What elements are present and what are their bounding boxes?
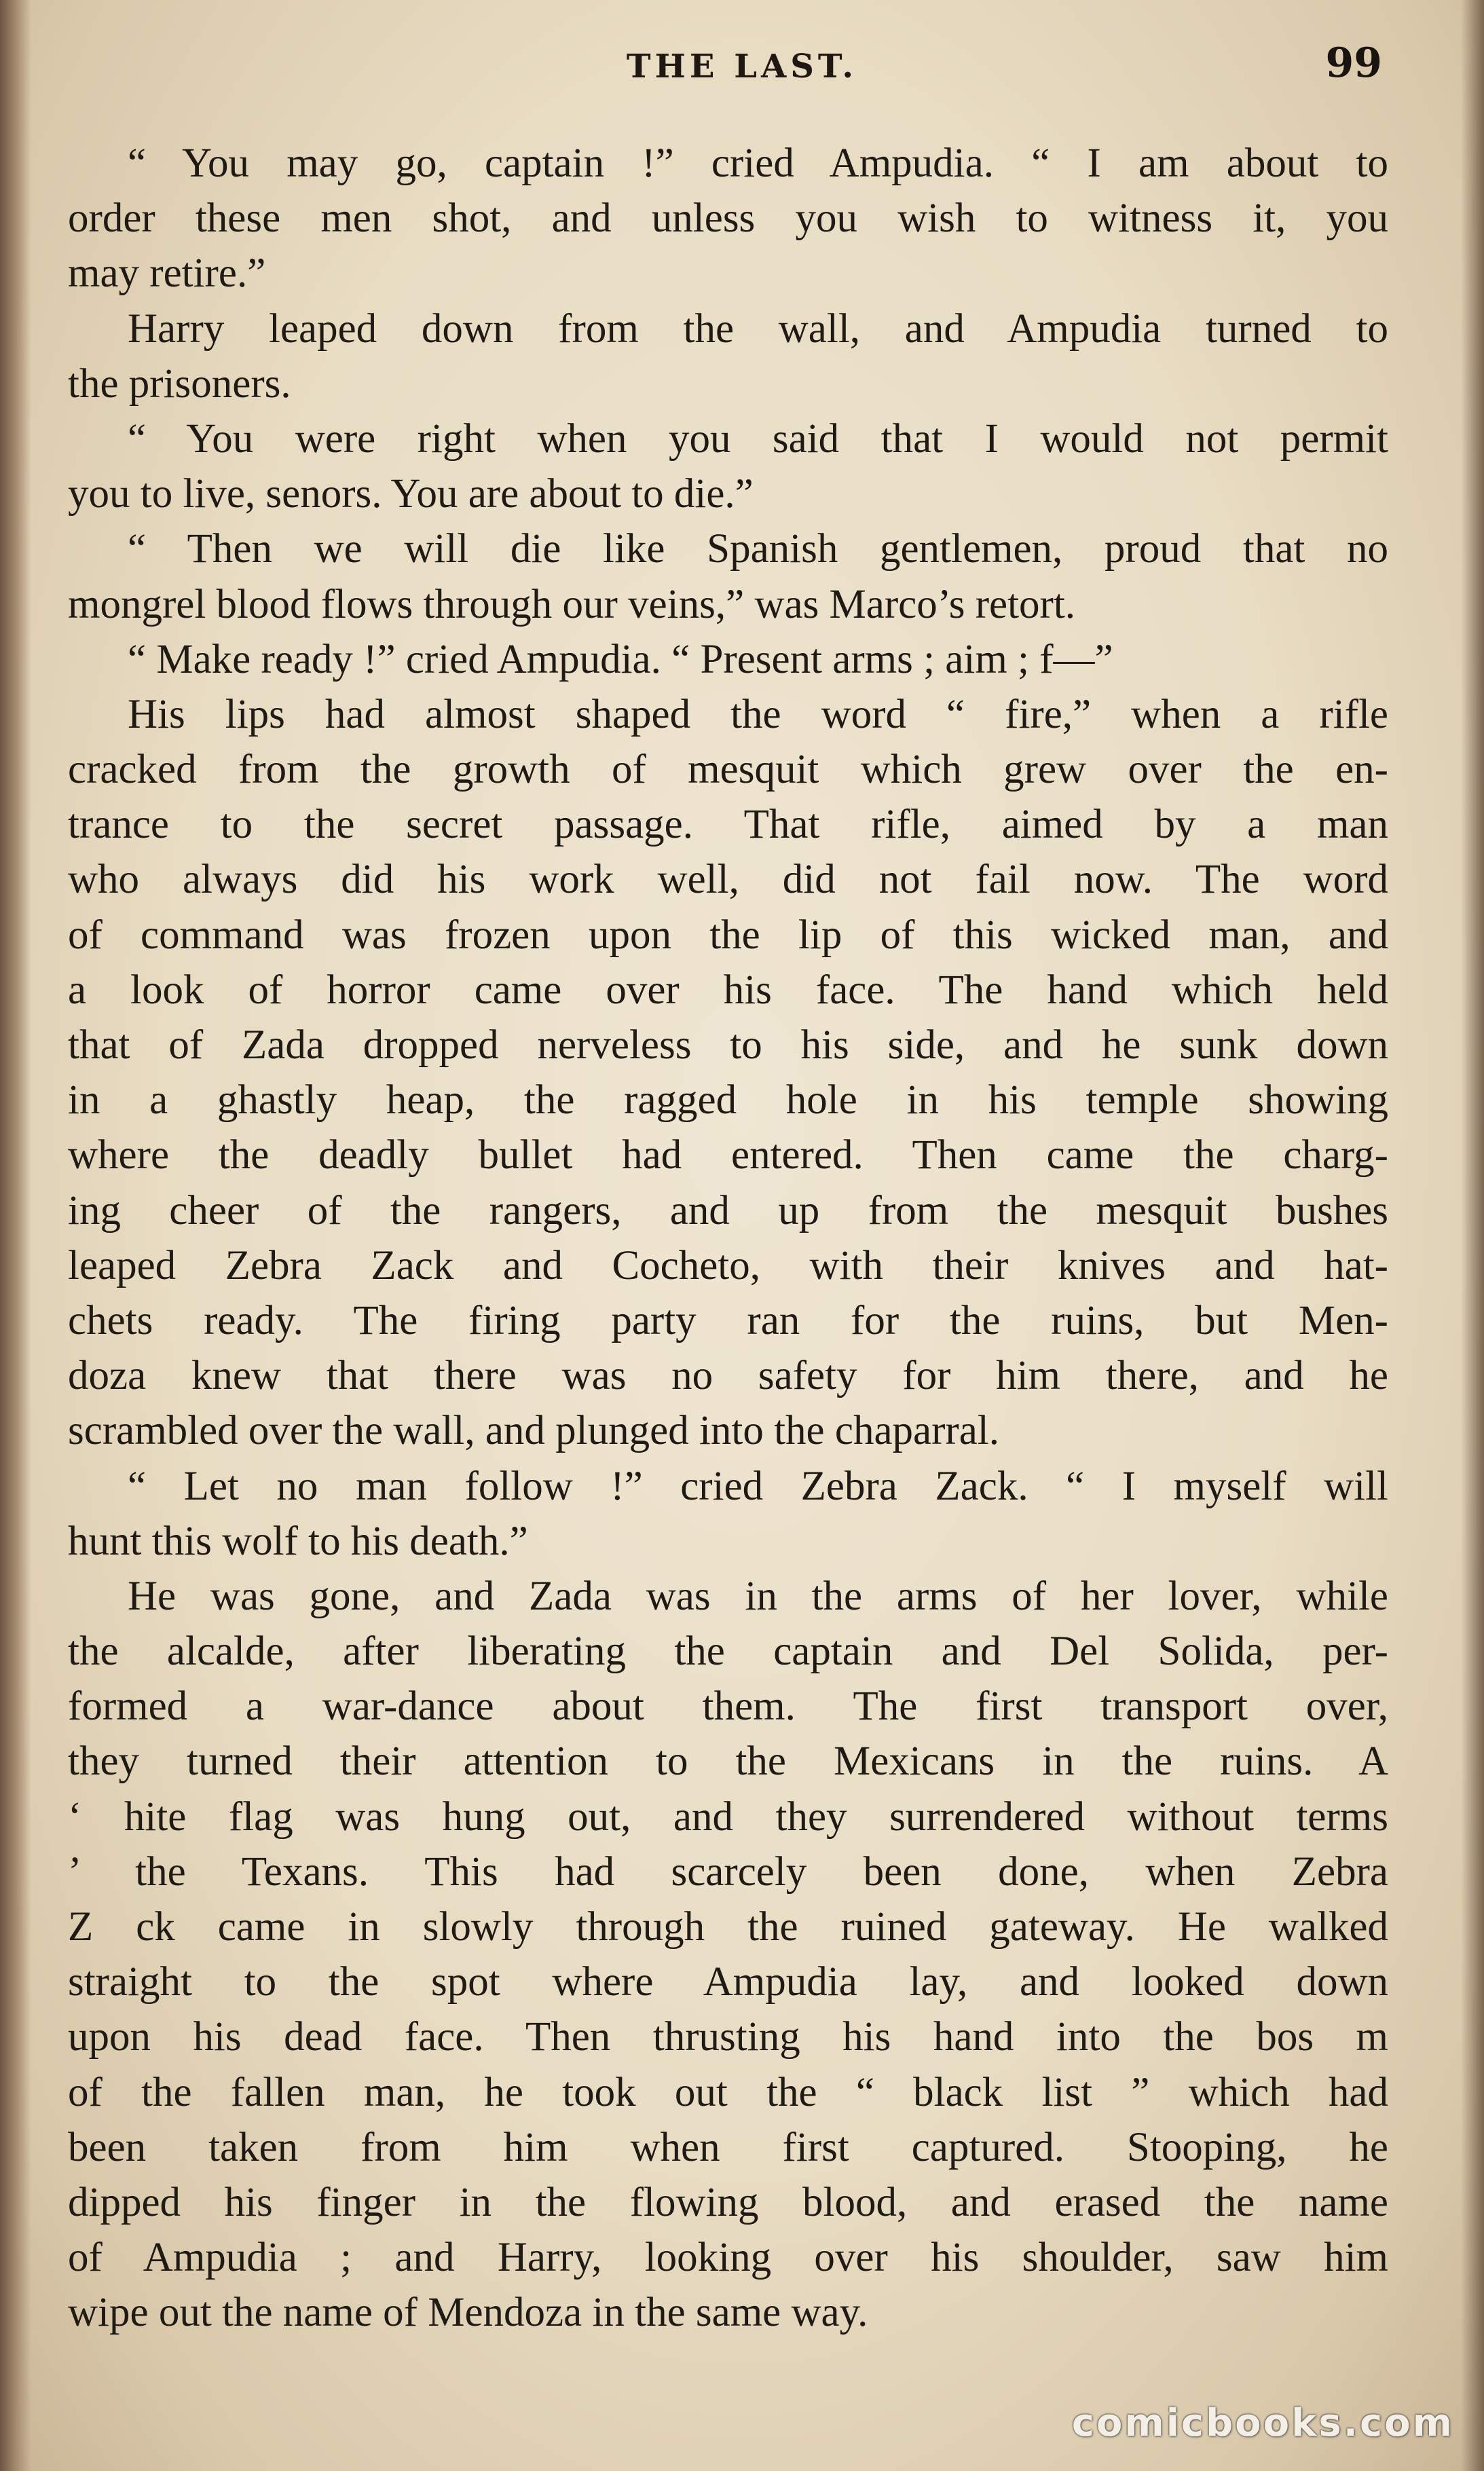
text-line: He was gone, and Zada was in the arms of her lover, while	[128, 1573, 1388, 1619]
text-line: ‘ hite flag was hung out, and they surrendered without terms	[68, 1794, 1388, 1840]
text-line: that of Zada dropped nerveless to his side, and he sunk down	[68, 1022, 1388, 1068]
text-line: of Ampudia ; and Harry, looking over his shoulder, saw him	[68, 2235, 1388, 2281]
text-line: cracked from the growth of mesquit which grew over the en-	[68, 747, 1388, 793]
text-line: trance to the secret passage. That rifle, aimed by a man	[68, 802, 1388, 848]
text-line: been taken from him when first captured. Stooping, he	[68, 2124, 1388, 2170]
text-line: “ You may go, captain !” cried Ampudia. “ I am about to	[128, 141, 1388, 186]
page-number: 99	[1325, 39, 1382, 87]
text-line: wipe out the name of Mendoza in the same way.	[68, 2290, 868, 2336]
text-line: upon his dead face. Then thrusting his hand into the bos m	[68, 2014, 1388, 2060]
text-line: “ Let no man follow !” cried Zebra Zack. “ I myself will	[128, 1463, 1388, 1509]
text-line: scrambled over the wall, and plunged into the chaparral.	[68, 1408, 999, 1454]
text-line: order these men shot, and unless you wish to witness it, you	[68, 196, 1388, 242]
text-line: formed a war-dance about them. The first transport over,	[68, 1684, 1388, 1730]
text-line: “ You were right when you said that I would not permit	[128, 415, 1388, 462]
text-line: His lips had almost shaped the word “ fire,” when a rifle	[128, 691, 1388, 737]
text-line: dipped his finger in the flowing blood, and erased the name	[68, 2179, 1388, 2225]
text-line: a look of horror came over his face. The hand which held	[68, 967, 1388, 1013]
page-right-edge	[1461, 0, 1484, 2471]
text-line: who always did his work well, did not fail now. The word	[68, 857, 1388, 903]
text-line: may retire.”	[68, 250, 266, 297]
watermark: comicbooks.com	[1071, 2401, 1454, 2445]
text-line: chets ready. The firing party ran for the ruins, but Men-	[68, 1297, 1388, 1343]
text-line: they turned their attention to the Mexicans in the ruins. A	[68, 1739, 1388, 1785]
page-left-edge	[0, 0, 31, 2471]
text-line: mongrel blood flows through our veins,” was Marco’s retort.	[68, 581, 1076, 627]
text-line: “ Then we will die like Spanish gentlemen, proud that no	[128, 526, 1388, 572]
text-line: Harry leaped down from the wall, and Ampudia turned to	[128, 305, 1388, 352]
text-line: the alcalde, after liberating the captain and Del Solida, per-	[68, 1629, 1388, 1675]
text-line: of the fallen man, he took out the “ black list ” which had	[68, 2069, 1388, 2115]
text-line: doza knew that there was no safety for him there, and he	[68, 1353, 1388, 1399]
text-line: where the deadly bullet had entered. Then came the charg-	[68, 1132, 1388, 1178]
running-head: THE LAST.	[626, 48, 858, 86]
text-line: “ Make ready !” cried Ampudia. “ Present arms ; aim ; f—”	[128, 636, 1113, 682]
text-line: the prisoners.	[68, 360, 291, 407]
text-line: of command was frozen upon the lip of this wicked man, and	[68, 912, 1388, 958]
text-line: ’ the Texans. This had scarcely been done, when Zebra	[68, 1848, 1388, 1895]
text-line: in a ghastly heap, the ragged hole in his temple showing	[68, 1077, 1388, 1123]
text-line: leaped Zebra Zack and Cocheto, with their knives and hat-	[68, 1242, 1388, 1288]
text-line: you to live, senors. You are about to die.”	[68, 471, 754, 517]
text-line: ing cheer of the rangers, and up from the mesquit bushes	[68, 1187, 1388, 1233]
text-line: hunt this wolf to his death.”	[68, 1518, 528, 1564]
body-text	[68, 136, 1388, 2341]
text-line: straight to the spot where Ampudia lay, and looked down	[68, 1959, 1388, 2005]
text-line: Z ck came in slowly through the ruined gateway. He walked	[68, 1904, 1388, 1950]
